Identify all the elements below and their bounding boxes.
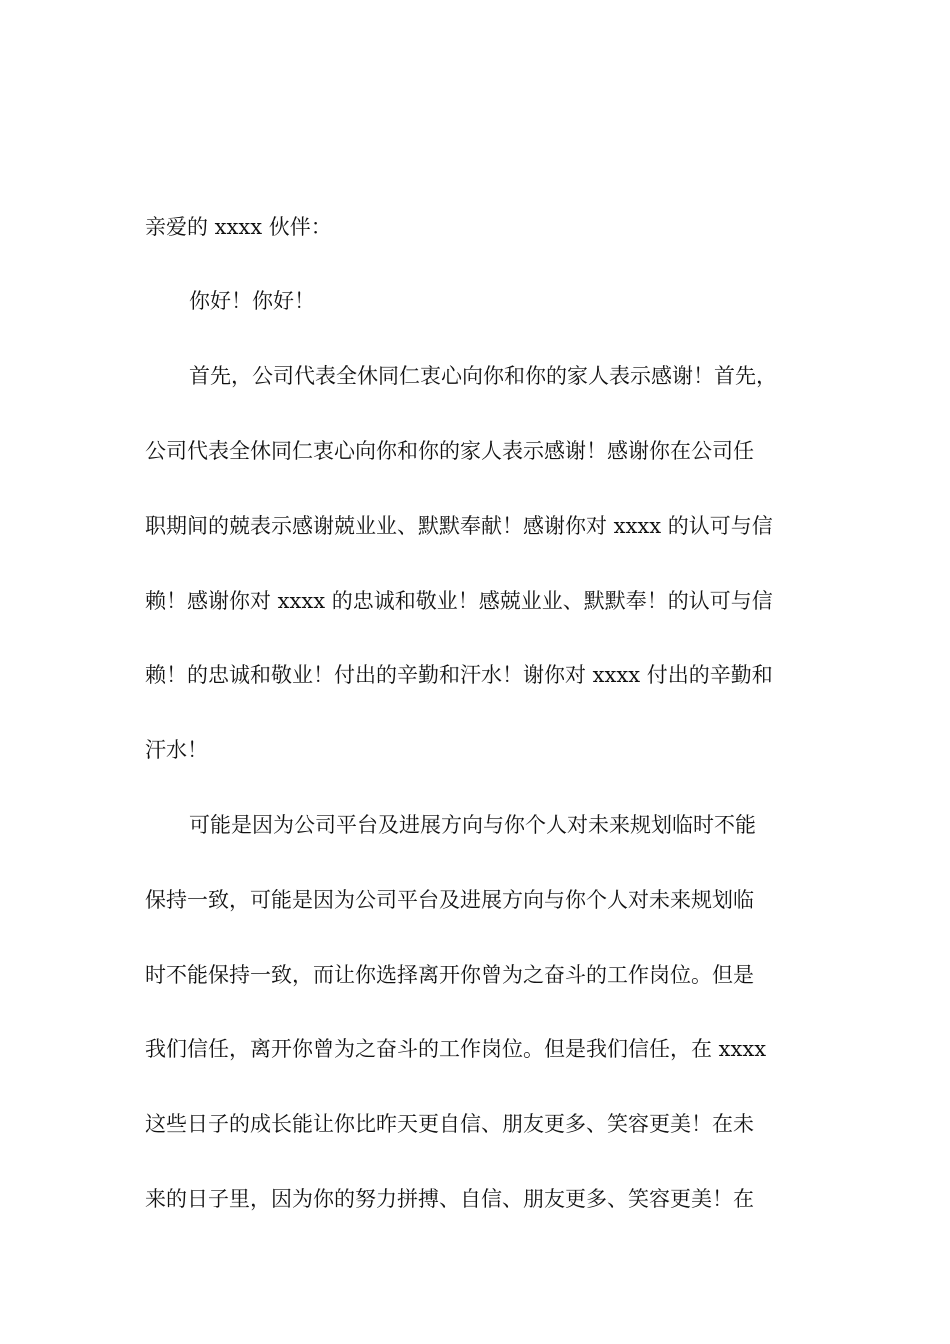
salutation: 亲爱的 xxxx 伙伴：: [145, 215, 332, 239]
paragraph-line: 我们信任，离开你曾为之奋斗的工作岗位。但是我们信任，在 xxxx: [145, 1037, 767, 1061]
paragraph-line: 公司代表全休同仁衷心向你和你的家人表示感谢！感谢你在公司任: [145, 439, 754, 463]
paragraph-line: 来的日子里，因为你的努力拼搏、自信、朋友更多、笑容更美！在: [145, 1187, 754, 1211]
paragraph-line: 可能是因为公司平台及进展方向与你个人对未来规划临时不能: [189, 813, 756, 837]
paragraph-line: 时不能保持一致，而让你选择离开你曾为之奋斗的工作岗位。但是: [145, 963, 754, 987]
paragraph-line: 汗水！: [145, 738, 208, 762]
paragraph-line: 首先，公司代表全休同仁衷心向你和你的家人表示感谢！首先，: [189, 364, 777, 388]
paragraph-line: 这些日子的成长能让你比昨天更自信、朋友更多、笑容更美！在未: [145, 1112, 754, 1136]
greeting: 你好！你好！: [189, 289, 315, 313]
paragraph-line: 保持一致，可能是因为公司平台及进展方向与你个人对未来规划临: [145, 888, 754, 912]
paragraph-line: 职期间的兢表示感谢兢业业、默默奉献！感谢你对 xxxx 的认可与信: [145, 514, 773, 538]
paragraph-line: 赖！的忠诚和敬业！付出的辛勤和汗水！谢你对 xxxx 付出的辛勤和: [145, 663, 773, 687]
paragraph-line: 赖！感谢你对 xxxx 的忠诚和敬业！感兢业业、默默奉！的认可与信: [145, 589, 773, 613]
